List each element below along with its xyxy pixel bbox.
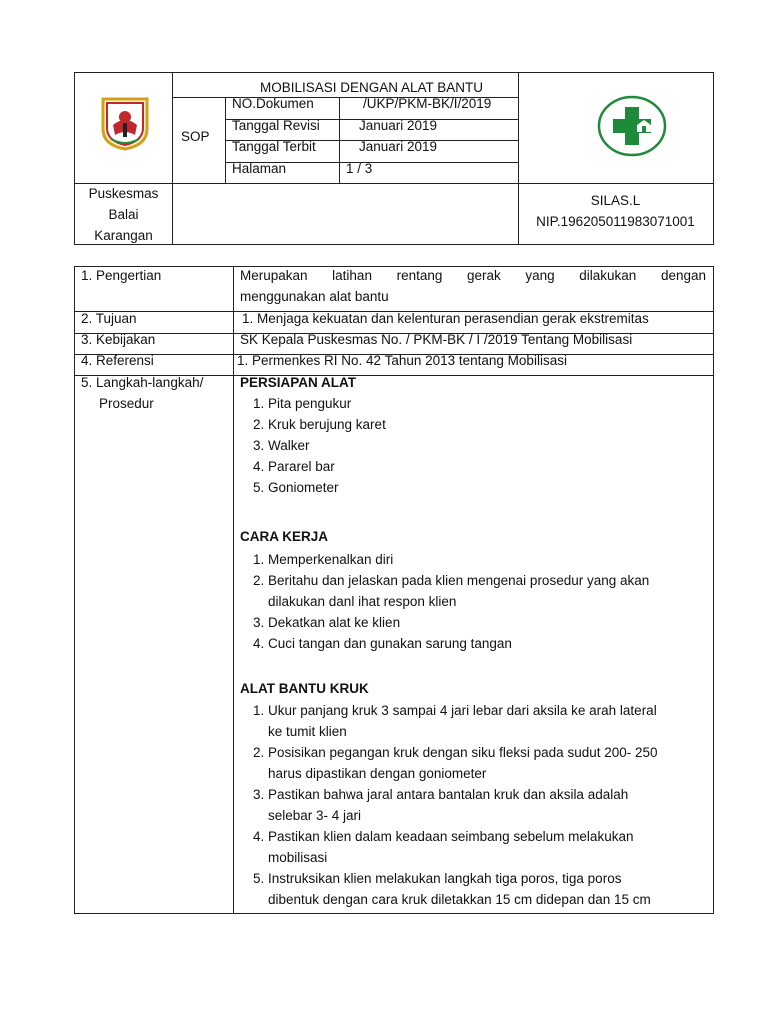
meta-value-tanggal-revisi: Januari 2019 <box>359 118 438 133</box>
label-tujuan: 2. Tujuan <box>81 311 137 326</box>
kruk-item-3: Pastikan bahwa jaral antara bantalan kruk dan aksila adalah <box>268 787 629 802</box>
kruk-num-4: 4. <box>253 829 265 844</box>
kruk-item-4-cont: mobilisasi <box>268 850 328 865</box>
persiapan-item-1: Pita pengukur <box>268 396 352 411</box>
sop-content-table <box>74 266 714 914</box>
persiapan-num-2: 2. <box>253 417 265 432</box>
document-title: MOBILISASI DENGAN ALAT BANTU <box>259 80 484 95</box>
kruk-num-1: 1. <box>253 703 265 718</box>
persiapan-num-3: 3. <box>253 438 265 453</box>
cara-num-3: 3. <box>253 615 265 630</box>
persiapan-num-1: 1. <box>253 396 265 411</box>
signer-nip: NIP.196205011983071001 <box>536 214 695 229</box>
label-prosedur: Prosedur <box>99 396 154 411</box>
cara-item-3: Dekatkan alat ke klien <box>268 615 401 630</box>
cara-item-2-cont: dilakukan danl ihat respon klien <box>268 594 457 609</box>
meta-value-halaman: 1 / 3 <box>346 161 373 176</box>
kruk-item-3-cont: selebar 3- 4 jari <box>268 808 362 823</box>
referensi-text: 1. Permenkes RI No. 42 Tahun 2013 tentang Mobilisasi <box>237 353 567 368</box>
kruk-item-1-cont: ke tumit klien <box>268 724 347 739</box>
cara-item-4: Cuci tangan dan gunakan sarung tangan <box>268 636 512 651</box>
persiapan-num-5: 5. <box>253 480 265 495</box>
persiapan-item-3: Walker <box>268 438 310 453</box>
pengertian-line-1: Merupakan latihan rentang gerak yang dilakukan dengan <box>240 268 706 283</box>
kruk-item-5-cont: dibentuk dengan cara kruk diletakkan 15 cm didepan dan 15 cm <box>268 892 651 907</box>
cara-item-1: Memperkenalkan diri <box>268 552 394 567</box>
cara-item-2: Beritahu dan jelaskan pada klien mengenai prosedur yang akan <box>268 573 650 588</box>
label-langkah: 5. Langkah-langkah/ <box>81 375 204 390</box>
cara-num-2: 2. <box>253 573 265 588</box>
pengertian-line-2: menggunakan alat bantu <box>240 289 389 304</box>
meta-value-no-dokumen: /UKP/PKM-BK/I/2019 <box>363 96 492 111</box>
heading-persiapan-alat: PERSIAPAN ALAT <box>240 375 357 390</box>
kruk-item-5: Instruksikan klien melakukan langkah tiga poros, tiga poros <box>268 871 622 886</box>
persiapan-item-5: Goniometer <box>268 480 339 495</box>
label-kebijakan: 3. Kebijakan <box>81 332 156 347</box>
cara-num-1: 1. <box>253 552 265 567</box>
kruk-item-2-cont: harus dipastikan dengan goniometer <box>268 766 487 781</box>
kebijakan-text: SK Kepala Puskesmas No. / PKM-BK / I /2019 Tentang Mobilisasi <box>240 332 633 347</box>
signer-name: SILAS.L <box>590 193 641 208</box>
heading-alat-bantu-kruk: ALAT BANTU KRUK <box>240 681 369 696</box>
org-line-1: Puskesmas <box>88 186 159 201</box>
org-line-2: Balai <box>108 207 139 222</box>
label-pengertian: 1. Pengertian <box>81 268 162 283</box>
health-cross-logo <box>597 95 667 157</box>
organization-name <box>75 183 172 246</box>
persiapan-item-2: Kruk berujung karet <box>268 417 386 432</box>
meta-label-halaman: Halaman <box>232 161 287 176</box>
kruk-item-1: Ukur panjang kruk 3 sampai 4 jari lebar dari aksila ke arah lateral <box>268 703 657 718</box>
kruk-item-2: Posisikan pegangan kruk dengan siku fleksi pada sudut 200- 250 <box>268 745 658 760</box>
kruk-num-3: 3. <box>253 787 265 802</box>
tujuan-text: 1. Menjaga kekuatan dan kelenturan perasendian gerak ekstremitas <box>242 311 649 326</box>
kruk-num-2: 2. <box>253 745 265 760</box>
sop-label: SOP <box>181 129 210 144</box>
org-line-3: Karangan <box>94 228 153 243</box>
sop-header-table <box>74 72 714 245</box>
meta-label-tanggal-revisi: Tanggal Revisi <box>232 118 320 133</box>
meta-label-tanggal-terbit: Tanggal Terbit <box>232 139 316 154</box>
heading-cara-kerja: CARA KERJA <box>240 529 329 544</box>
kruk-num-5: 5. <box>253 871 265 886</box>
label-referensi: 4. Referensi <box>81 353 154 368</box>
regional-crest-logo <box>99 95 151 151</box>
meta-label-no-dokumen: NO.Dokumen <box>232 96 314 111</box>
persiapan-item-4: Pararel bar <box>268 459 335 474</box>
cara-num-4: 4. <box>253 636 265 651</box>
kruk-item-4: Pastikan klien dalam keadaan seimbang sebelum melakukan <box>268 829 634 844</box>
persiapan-num-4: 4. <box>253 459 265 474</box>
meta-value-tanggal-terbit: Januari 2019 <box>359 139 438 154</box>
